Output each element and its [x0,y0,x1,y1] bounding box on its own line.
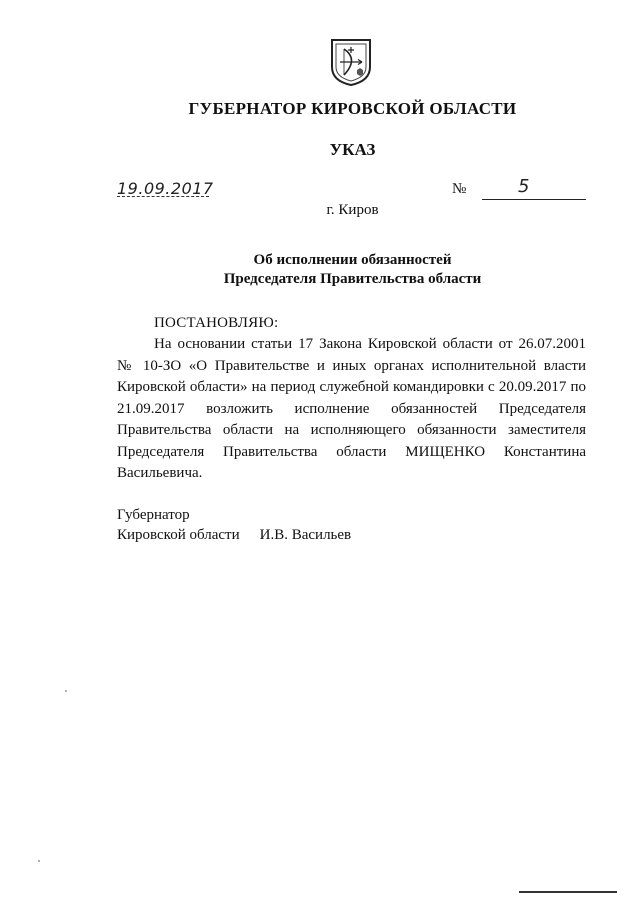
subject-line-1: Об исполнении обязанностей [253,252,452,268]
decree-word: ПОСТАНОВЛЯЮ: [154,315,279,331]
document-number [452,178,586,202]
signatory-name: И.В. Васильев [259,527,352,543]
number-underline [482,199,586,200]
footer-mark [519,891,617,893]
signatory-title-line-1: Губернатор [117,507,190,523]
number-value: 5 [518,176,530,197]
signature-block [117,505,351,545]
signatory-region: Кировской области [117,527,240,543]
scan-speck [65,690,67,692]
city-of-issue: г. Киров [326,202,379,218]
number-sign: № [452,181,467,197]
document-date [117,179,214,198]
issuing-authority: ГУБЕРНАТОР КИРОВСКОЙ ОБЛАСТИ [188,99,517,118]
coat-of-arms-emblem [329,37,373,87]
scan-speck [38,860,40,862]
signatory-title-line-2 [117,525,351,545]
decree-paragraph: На основании статьи 17 Закона Кировской области от 26.07.2001 № 10-ЗО «О Правительстве и иных органах исполнительной власти Кировской области» на период служебной командировки с 20.09.2017 по 21.09.2017 возложить исполнение обязанностей Председателя Правительства области на исполняющего обязанности заместителя Председателя Правительства области МИЩЕНКО Константина Васильевича. [117,336,586,481]
subject-line-2: Председателя Правительства области [223,271,482,287]
date-value: 19.09.2017 [117,179,214,198]
document-type: УКАЗ [329,140,376,159]
document-subject [0,251,640,289]
